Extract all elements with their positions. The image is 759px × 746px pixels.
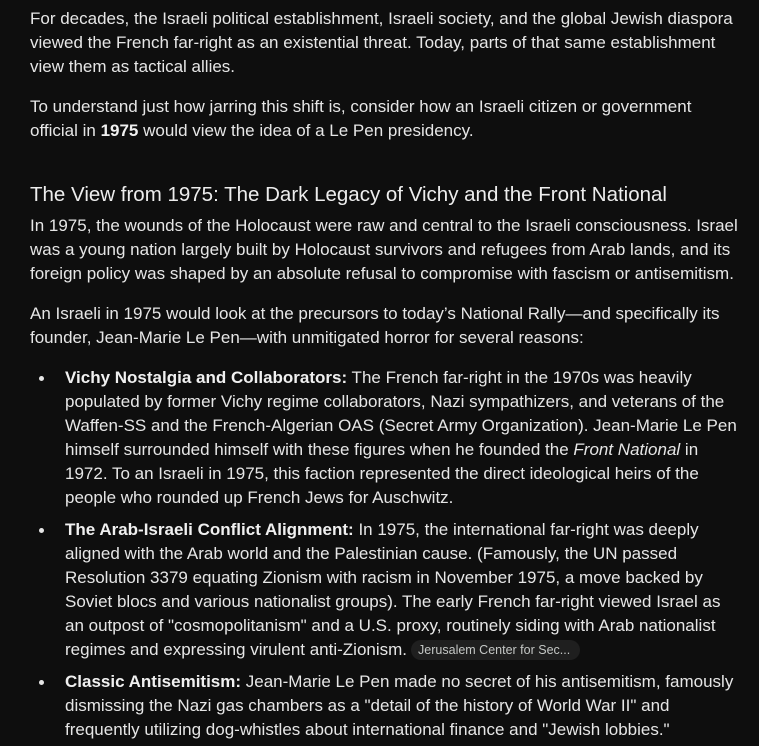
list-item-text: The French far-right in the 1970s was heavily populated by former Vichy regime collaborators, Nazi sympathizers, and veterans of the Waffen-SS and the French-Algerian OAS (Secret Army Organization). Jean-Marie Le Pen himself surrounded himself with these figures when he founded the [65,368,737,459]
list-item-title: Classic Antisemitism: [65,672,242,691]
source-chip[interactable]: Jerusalem Center for Sec... [411,640,580,660]
list-item-italic: Front National [573,440,681,459]
intro-year: 1975 [100,121,139,140]
bullet-dot-icon [39,680,44,685]
list-item-text: Jean-Marie Le Pen made no secret of his antisemitism, famously dismissing the Nazi gas chambers as a "detail of the history of World War II" and frequently utilizing dog-whistles about international finance and "Jewish lobbies." [65,672,734,739]
reasons-list [30,366,739,742]
section-heading: The View from 1975: The Dark Legacy of Vichy and the Front National [30,183,667,206]
list-item [30,518,739,662]
list-item [30,366,739,510]
intro-paragraph-2-pre: To understand just how jarring this shift is, consider how an Israeli citizen or government official in [30,97,692,140]
intro-paragraph-2 [30,95,739,143]
list-item-text: in 1972. To an Israeli in 1975, this faction represented the direct ideological heirs of the people who rounded up French Jews for Auschwitz. [65,440,699,507]
bullet-dot-icon [39,528,44,533]
intro-paragraph-1: For decades, the Israeli political establishment, Israeli society, and the global Jewish diaspora viewed the French far-right as an existential threat. Today, parts of that same establishment view them as tactical allies. [30,9,733,76]
list-item-title: The Arab-Israeli Conflict Alignment: [65,520,354,539]
list-item-text: In 1975, the international far-right was deeply aligned with the Arab world and the Palestinian cause. (Famously, the UN passed Resolution 3379 equating Zionism with racism in November 1975, a move backed by Soviet blocs and various nationalist groups). The early French far-right viewed Israel as an outpost of "cosmopolitanism" and a U.S. proxy, routinely siding with Arab nationalist regimes and expressing virulent anti-Zionism. [65,520,721,659]
list-item [30,670,739,742]
bullet-dot-icon [39,376,44,381]
list-item-title: Vichy Nostalgia and Collaborators: [65,368,348,387]
intro-paragraph-2-post: would view the idea of a Le Pen presidency. [138,121,474,140]
section-paragraph-1: In 1975, the wounds of the Holocaust were raw and central to the Israeli consciousness. Israel was a young nation largely built by Holocaust survivors and refugees from Arab lands, and its foreign policy was shaped by an absolute refusal to compromise with fascism or antisemitism. [30,216,738,283]
section-paragraph-2: An Israeli in 1975 would look at the precursors to today’s National Rally—and specifically its founder, Jean-Marie Le Pen—with unmitigated horror for several reasons: [30,304,720,347]
